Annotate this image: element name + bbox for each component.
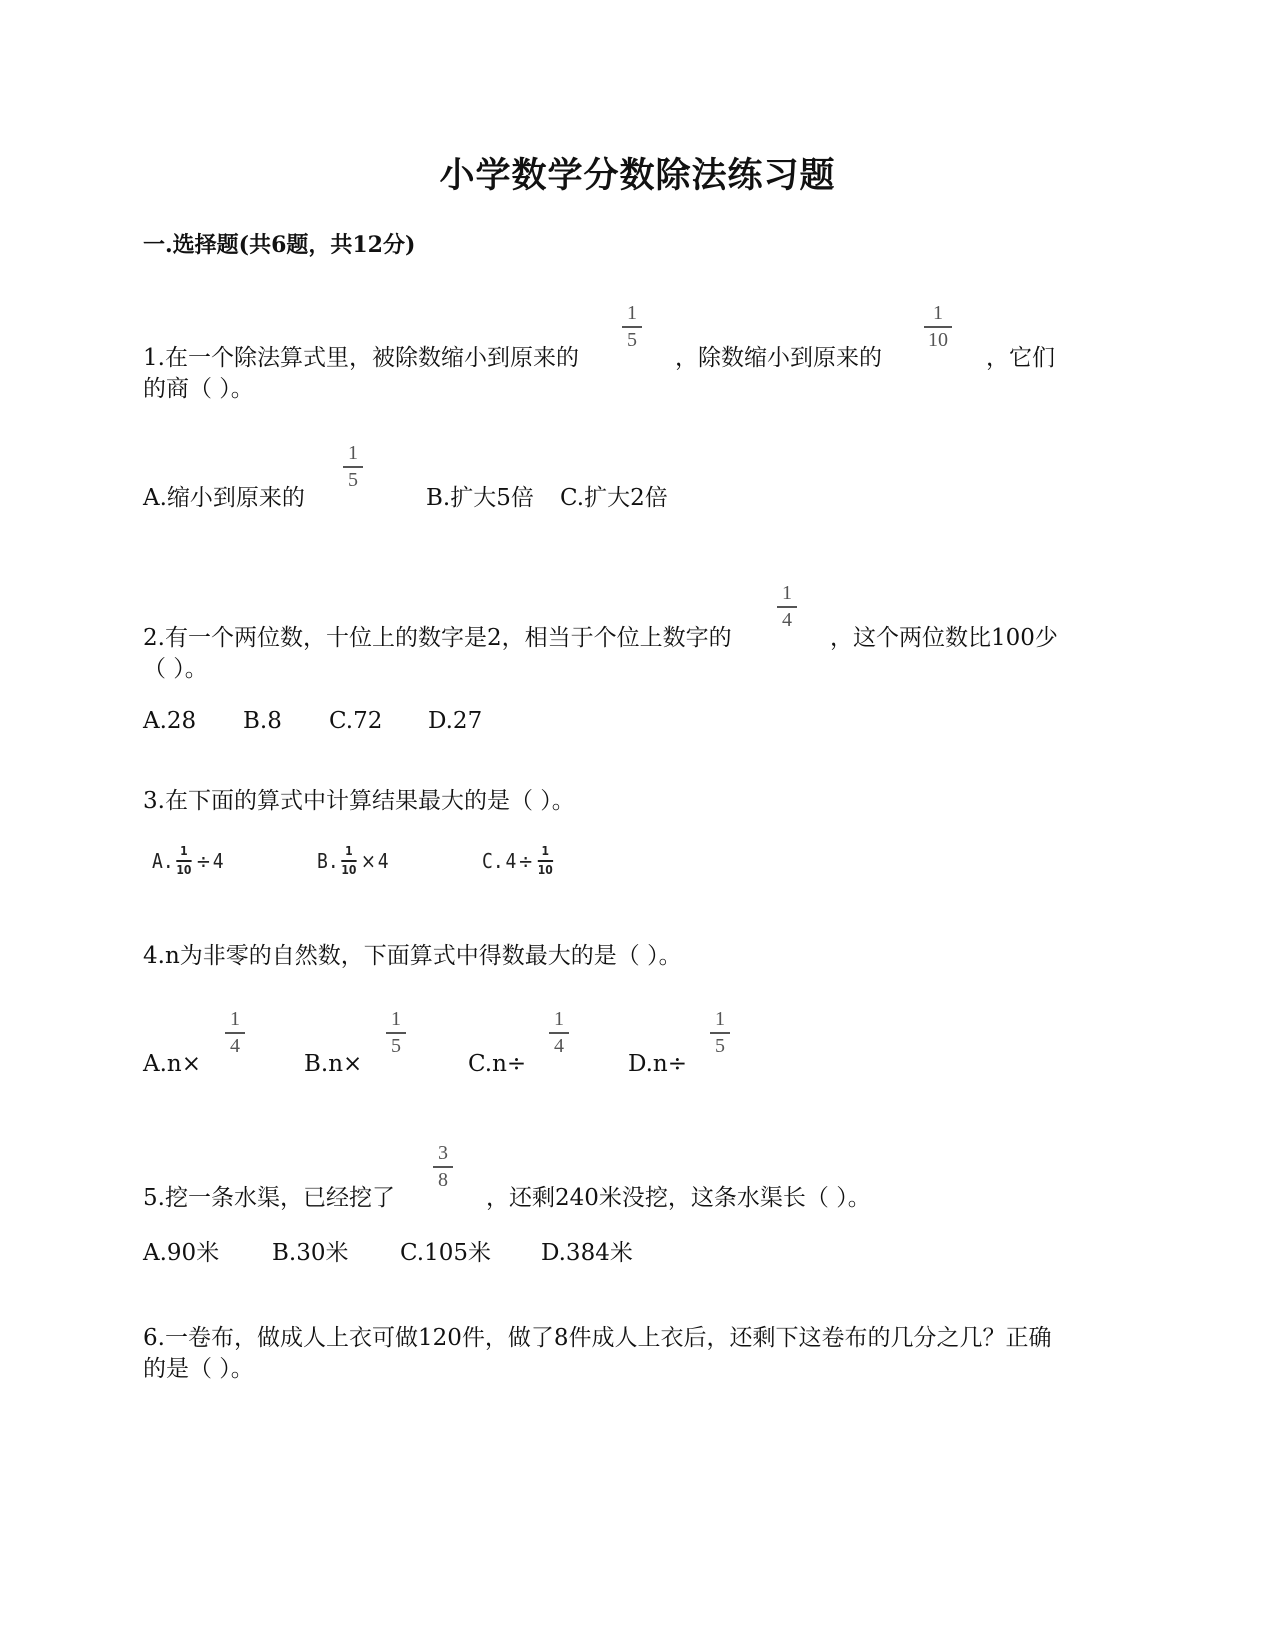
q1-option-c: C.扩大2倍 <box>560 485 668 511</box>
denominator: 10 <box>341 862 357 877</box>
numerator: 1 <box>715 1008 725 1030</box>
option-label: C. <box>482 848 504 873</box>
fraction-bar <box>433 1166 453 1168</box>
denominator: 5 <box>348 468 358 491</box>
fraction <box>176 845 191 877</box>
q1-option-a-fraction <box>343 442 363 492</box>
fraction-bar <box>225 1032 245 1034</box>
q1-fraction-a <box>622 302 642 352</box>
operand: 4 <box>505 848 517 873</box>
q3-option-c <box>482 845 555 877</box>
q1-option-b: B.扩大5倍 <box>426 485 534 511</box>
numerator: 1 <box>782 582 792 604</box>
denominator: 5 <box>391 1034 401 1057</box>
denominator: 10 <box>176 862 192 877</box>
q5-text-b: ，还剩240米没挖，这条水渠长（ ）。 <box>486 1185 871 1211</box>
denominator: 4 <box>554 1034 564 1057</box>
fraction <box>538 845 553 877</box>
option-label: B. <box>317 848 339 873</box>
q1-text-c: ，它们 <box>986 345 1055 371</box>
q5-option-a: A.90米 <box>143 1240 220 1266</box>
q1-option-a: A.缩小到原来的 <box>143 485 305 511</box>
fraction-bar <box>710 1032 730 1034</box>
option-label: A. <box>152 848 174 873</box>
q5-option-b: B.30米 <box>272 1240 349 1266</box>
page-title: 小学数学分数除法练习题 <box>439 155 836 196</box>
numerator: 1 <box>391 1008 401 1030</box>
q4-text: 4.n为非零的自然数，下面算式中得数最大的是（ ）。 <box>143 943 682 969</box>
denominator: 4 <box>782 608 792 631</box>
denominator: 5 <box>715 1034 725 1057</box>
q3-option-a <box>152 845 224 877</box>
q2-option-b: B.8 <box>243 708 282 734</box>
denominator: 8 <box>438 1168 448 1191</box>
fraction-bar <box>622 326 642 328</box>
numerator: 1 <box>933 302 943 324</box>
numerator: 1 <box>348 442 358 464</box>
q6-line2: 的是（ ）。 <box>143 1356 254 1382</box>
fraction-bar <box>341 860 356 862</box>
numerator: 1 <box>627 302 637 324</box>
q3-option-b <box>317 845 389 877</box>
fraction-bar <box>549 1032 569 1034</box>
numerator: 1 <box>554 1008 564 1030</box>
fraction-bar <box>386 1032 406 1034</box>
q2-option-a: A.28 <box>143 708 197 734</box>
operand: 4 <box>212 848 224 873</box>
q2-text-a: 2.有一个两位数，十位上的数字是2，相当于个位上数字的 <box>143 625 732 651</box>
fraction-bar <box>343 466 363 468</box>
divide-sign: ÷ <box>195 848 212 873</box>
q4-option-d-fraction <box>710 1008 730 1058</box>
fraction-bar <box>538 860 553 862</box>
q5-fraction <box>433 1142 453 1192</box>
q1-fraction-b <box>924 302 952 352</box>
q1-text-a: 1.在一个除法算式里，被除数缩小到原来的 <box>143 345 579 371</box>
numerator: 1 <box>345 844 353 858</box>
q2-line2: （ ）。 <box>143 656 208 682</box>
numerator: 1 <box>541 844 549 858</box>
denominator: 10 <box>928 328 948 351</box>
q5-option-d: D.384米 <box>541 1240 633 1266</box>
fraction-bar <box>176 860 191 862</box>
q1-text-b: ，除数缩小到原来的 <box>675 345 882 371</box>
q4-option-a: A.n× <box>143 1051 202 1077</box>
numerator: 3 <box>438 1142 448 1164</box>
q3-text: 3.在下面的算式中计算结果最大的是（ ）。 <box>143 788 575 814</box>
q4-option-d: D.n÷ <box>628 1051 688 1077</box>
numerator: 1 <box>180 844 188 858</box>
section-heading: 一.选择题(共6题，共12分) <box>143 232 416 258</box>
q2-fraction <box>777 582 797 632</box>
fraction <box>341 845 356 877</box>
denominator: 10 <box>537 862 553 877</box>
divide-sign: ÷ <box>518 848 534 873</box>
q6-line1: 6.一卷布，做成人上衣可做120件，做了8件成人上衣后，还剩下这卷布的几分之几？正确 <box>143 1325 1052 1351</box>
q4-option-a-fraction <box>225 1008 245 1058</box>
q4-option-b: B.n× <box>304 1051 363 1077</box>
denominator: 4 <box>230 1034 240 1057</box>
q2-text-b: ，这个两位数比100少 <box>830 625 1058 651</box>
q5-text-a: 5.挖一条水渠，已经挖了 <box>143 1185 395 1211</box>
q2-option-d: D.27 <box>428 708 483 734</box>
q1-line2: 的商（ ）。 <box>143 376 254 402</box>
q2-option-c: C.72 <box>329 708 383 734</box>
fraction-bar <box>924 326 952 328</box>
operand: 4 <box>377 848 389 873</box>
q4-option-b-fraction <box>386 1008 406 1058</box>
fraction-bar <box>777 606 797 608</box>
q5-option-c: C.105米 <box>400 1240 491 1266</box>
multiply-sign: × <box>360 848 377 873</box>
q4-option-c: C.n÷ <box>468 1051 527 1077</box>
numerator: 1 <box>230 1008 240 1030</box>
denominator: 5 <box>627 328 637 351</box>
q4-option-c-fraction <box>549 1008 569 1058</box>
